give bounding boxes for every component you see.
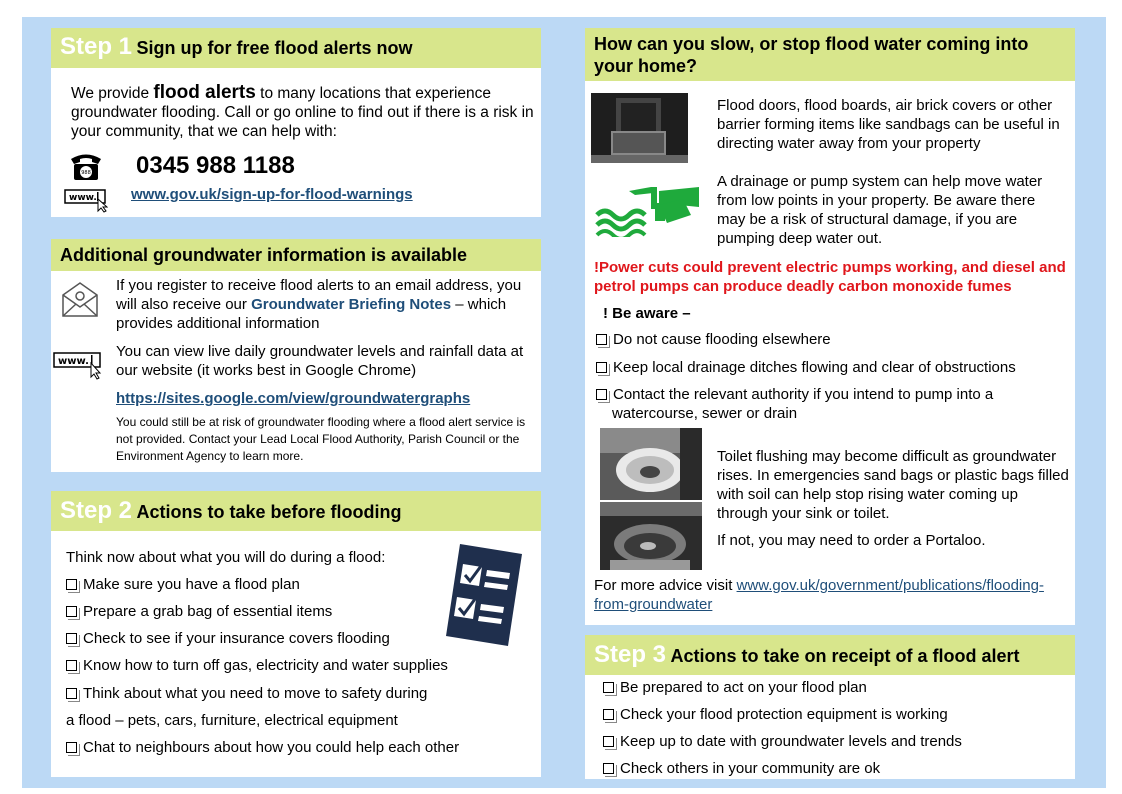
checkbox-icon bbox=[66, 633, 77, 644]
slow-title: How can you slow, or stop flood water coming into your home? bbox=[594, 34, 1029, 76]
www-icon-text: www. bbox=[69, 193, 97, 203]
pump-water-icon bbox=[595, 185, 701, 237]
slow-header bbox=[585, 28, 1075, 81]
aware-item-continuation: watercourse, sewer or drain bbox=[612, 405, 798, 422]
checkbox-icon bbox=[596, 389, 607, 400]
aware-item: Contact the relevant authority if you intend to pump into a bbox=[596, 386, 993, 403]
step1-header bbox=[51, 28, 541, 68]
step3-item: Be prepared to act on your flood plan bbox=[603, 679, 867, 696]
telephone-icon bbox=[68, 150, 104, 182]
checklist-icon bbox=[446, 544, 522, 646]
additional-title: Additional groundwater information is available bbox=[60, 245, 468, 265]
step1-phone: 0345 988 1188 bbox=[136, 152, 295, 179]
flood-doors-text: Flood doors, flood boards, air brick covers or other barrier forming items like sandbags can be useful in directing water away from your property bbox=[717, 97, 1060, 152]
step3-title: Actions to take on receipt of a flood alert bbox=[670, 646, 1020, 666]
checkbox-icon bbox=[66, 688, 77, 699]
step2-item: Prepare a grab bag of essential items bbox=[66, 603, 332, 620]
www-icon-text-2: www. bbox=[58, 356, 89, 367]
telephone-icon-text: 988 bbox=[81, 170, 91, 176]
additional-note: You could still be at risk of groundwater flooding where a flood alert service is not provided. Contact your Lead Local Flood Authority, Parish Council or the Environment Agency to learn more. bbox=[116, 415, 526, 463]
step2-header bbox=[51, 491, 541, 531]
checkbox-icon bbox=[66, 742, 77, 753]
additional-header bbox=[51, 239, 541, 271]
step1-label: Step 1 bbox=[60, 33, 133, 60]
step3-header bbox=[585, 635, 1075, 675]
checkbox-icon bbox=[66, 660, 77, 671]
sink-photo bbox=[600, 502, 702, 570]
checkbox-icon bbox=[596, 334, 607, 345]
aware-item: Keep local drainage ditches flowing and clear of obstructions bbox=[596, 359, 1016, 376]
additional-live-text: You can view live daily groundwater levels and rainfall data at our website (it works best in Google Chrome) bbox=[116, 343, 524, 379]
power-cut-warning: !Power cuts could prevent electric pumps working, and diesel and petrol pumps can produce deadly carbon monoxide fumes bbox=[594, 259, 1066, 295]
groundwater-graphs-link[interactable]: https://sites.google.com/view/groundwatergraphs bbox=[116, 390, 471, 407]
checkbox-icon bbox=[603, 709, 614, 720]
toilet-text: Toilet flushing may become difficult as groundwater rises. In emergencies sand bags or plastic bags filled with soil can help stop rising water coming up through your sink or toilet. bbox=[717, 448, 1069, 522]
checkbox-icon bbox=[603, 736, 614, 747]
additional-email-text: If you register to receive flood alerts to an email address, you will also receive our Groundwater Briefing Notes – which provides additional information bbox=[116, 277, 522, 332]
be-aware-heading: ! Be aware – bbox=[603, 305, 691, 322]
toilet-photo bbox=[600, 428, 702, 500]
step3-label: Step 3 bbox=[594, 641, 667, 668]
step3-item: Keep up to date with groundwater levels and trends bbox=[603, 733, 962, 750]
www-cursor-icon-2 bbox=[53, 350, 103, 380]
checkbox-icon bbox=[66, 606, 77, 617]
flood-alerts-bold: flood alerts bbox=[153, 82, 256, 103]
step1-intro: We provide flood alerts to many locations that experience groundwater flooding. Call or go online to find out if there is a risk in your community, that we can help with: bbox=[71, 82, 534, 140]
step2-intro: Think now about what you will do during a flood: bbox=[66, 549, 386, 566]
pump-text: A drainage or pump system can help move water from low points in your property. Be aware there may be a risk of structural damage, if you are pumping deep water out. bbox=[717, 173, 1043, 247]
www-cursor-icon bbox=[64, 187, 108, 213]
checkbox-icon bbox=[66, 579, 77, 590]
step3-item: Check your flood protection equipment is working bbox=[603, 706, 948, 723]
step1-signup-link[interactable]: www.gov.uk/sign-up-for-flood-warnings bbox=[131, 186, 413, 203]
step2-item-continuation: a flood – pets, cars, furniture, electrical equipment bbox=[66, 712, 398, 729]
step2-item: Think about what you need to move to safety during bbox=[66, 685, 427, 702]
step2-label: Step 2 bbox=[60, 497, 133, 524]
step2-item: Know how to turn off gas, electricity and water supplies bbox=[66, 657, 448, 674]
checkbox-icon bbox=[596, 362, 607, 373]
step3-item: Check others in your community are ok bbox=[603, 760, 880, 777]
flooding-from-groundwater-link[interactable]: www.gov.uk/government/publications/flooding-from-groundwater bbox=[594, 577, 1044, 613]
flood-door-photo bbox=[591, 93, 688, 163]
more-advice: For more advice visit www.gov.uk/government/publications/flooding-from-groundwater bbox=[594, 577, 1044, 613]
step2-title: Actions to take before flooding bbox=[136, 502, 402, 522]
step2-item: Check to see if your insurance covers flooding bbox=[66, 630, 390, 647]
aware-item: Do not cause flooding elsewhere bbox=[596, 331, 831, 348]
step2-item: Chat to neighbours about how you could help each other bbox=[66, 739, 459, 756]
portaloo-text: If not, you may need to order a Portaloo. bbox=[717, 532, 986, 549]
checkbox-icon bbox=[603, 682, 614, 693]
email-icon bbox=[60, 281, 100, 319]
checkbox-icon bbox=[603, 763, 614, 774]
step2-item: Make sure you have a flood plan bbox=[66, 576, 300, 593]
step1-title: Sign up for free flood alerts now bbox=[136, 38, 413, 58]
briefing-notes-bold: Groundwater Briefing Notes bbox=[251, 296, 452, 313]
